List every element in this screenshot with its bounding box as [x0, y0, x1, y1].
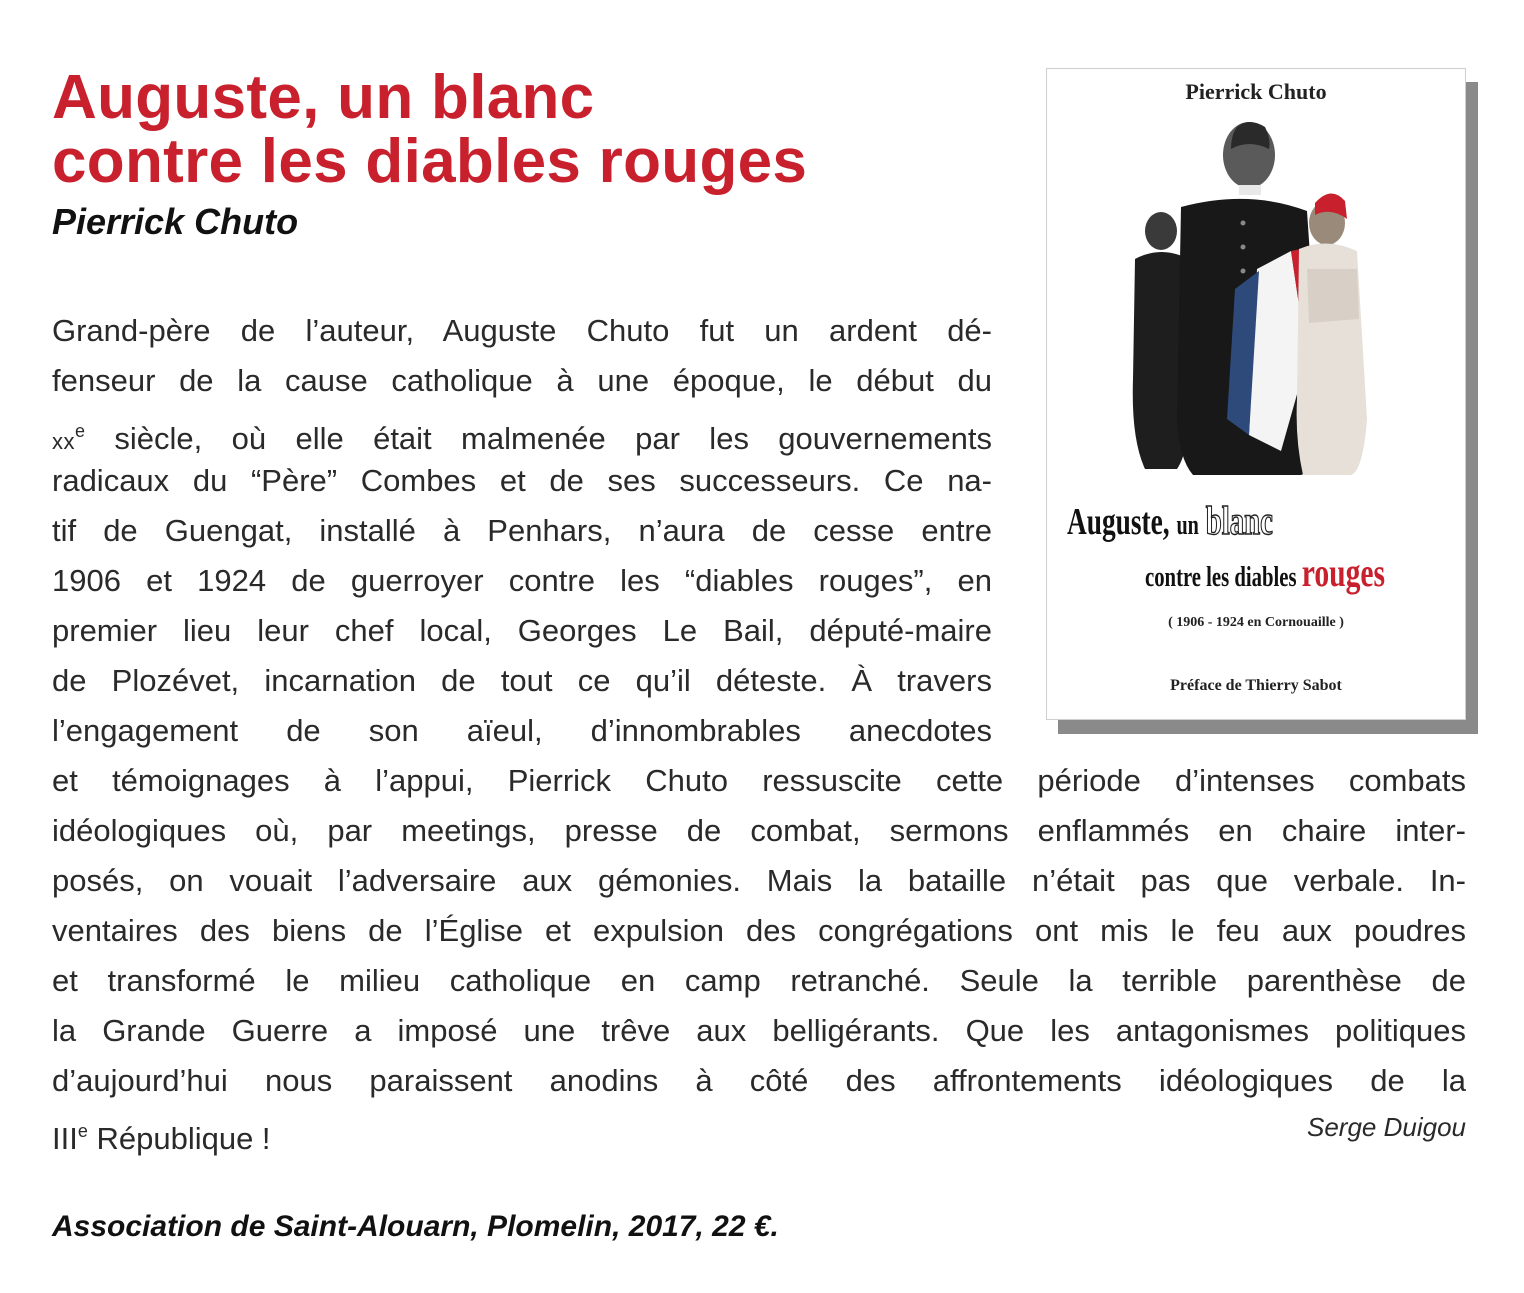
book-cover-title-rouges: rouges [1301, 550, 1386, 595]
body-line: posés, on vouait l’adversaire aux gémonies. Mais la bataille n’était pas que verbale. In- [52, 863, 1466, 898]
book-cover-title-un: un [1176, 510, 1199, 541]
body-line: la Grande Guerre a imposé une trêve aux belligérants. Que les antagonismes politiques [52, 1013, 1466, 1048]
republic-superscript: e [77, 1121, 88, 1141]
body-line: d’aujourd’hui nous paraissent anodins à côté des affrontements idéologiques de la [52, 1063, 1466, 1098]
body-line: radicaux du “Père” Combes et de ses successeurs. Ce na- [52, 463, 992, 498]
article-title-line-2: contre les diables rouges [52, 127, 808, 196]
body-line [52, 1106, 1466, 1156]
body-line: fenseur de la cause catholique à une époque, le début du [52, 363, 992, 398]
body-line-text: République ! [87, 1121, 271, 1156]
review-signature: Serge Duigou [1307, 1112, 1466, 1142]
article-title [52, 63, 1052, 196]
publisher-info: Association de Saint-Alouarn, Plomelin, 2017, 22 €. [52, 1210, 779, 1243]
book-cover-preface: Préface de Thierry Sabot [1170, 677, 1342, 694]
century-superscript: e [75, 421, 86, 441]
body-line: premier lieu leur chef local, Georges Le Bail, député-maire [52, 613, 992, 648]
republic-numeral: III [52, 1121, 78, 1156]
body-line: ventaires des biens de l’Église et expulsion des congrégations ont mis le feu aux poudres [52, 913, 1466, 948]
body-line-text: siècle, où elle était malmenée par les gouvernements [85, 421, 992, 456]
book-cover-title-blanc: blanc [1205, 498, 1273, 543]
body-line: l’engagement de son aïeul, d’innombrables anecdotes [52, 713, 992, 748]
body-line: de Plozévet, incarnation de tout ce qu’il déteste. À travers [52, 663, 992, 698]
body-line: tif de Guengat, installé à Penhars, n’aura de cesse entre [52, 513, 992, 548]
book-cover-title-auguste: Auguste, [1067, 501, 1170, 543]
century-numeral: xx [52, 429, 75, 454]
body-line: et transformé le milieu catholique en camp retranché. Seule la terrible parenthèse de [52, 963, 1466, 998]
book-cover-title-contre: contre les diables [1145, 562, 1297, 593]
article-author: Pierrick Chuto [52, 201, 299, 242]
article-body [52, 306, 1466, 1156]
body-line [52, 406, 992, 456]
book-cover-author: Pierrick Chuto [1185, 79, 1327, 104]
body-line: 1906 et 1924 de guerroyer contre les “diables rouges”, en [52, 563, 992, 598]
body-line: idéologiques où, par meetings, presse de combat, sermons enflammés en chaire inter- [52, 813, 1466, 848]
body-line: Grand-père de l’auteur, Auguste Chuto fut un ardent dé- [52, 313, 992, 348]
body-line: et témoignages à l’appui, Pierrick Chuto ressuscite cette période d’intenses combats [52, 763, 1466, 798]
article-title-line-1: Auguste, un blanc [52, 63, 595, 132]
book-cover-dates: ( 1906 - 1924 en Cornouaille ) [1168, 615, 1344, 630]
